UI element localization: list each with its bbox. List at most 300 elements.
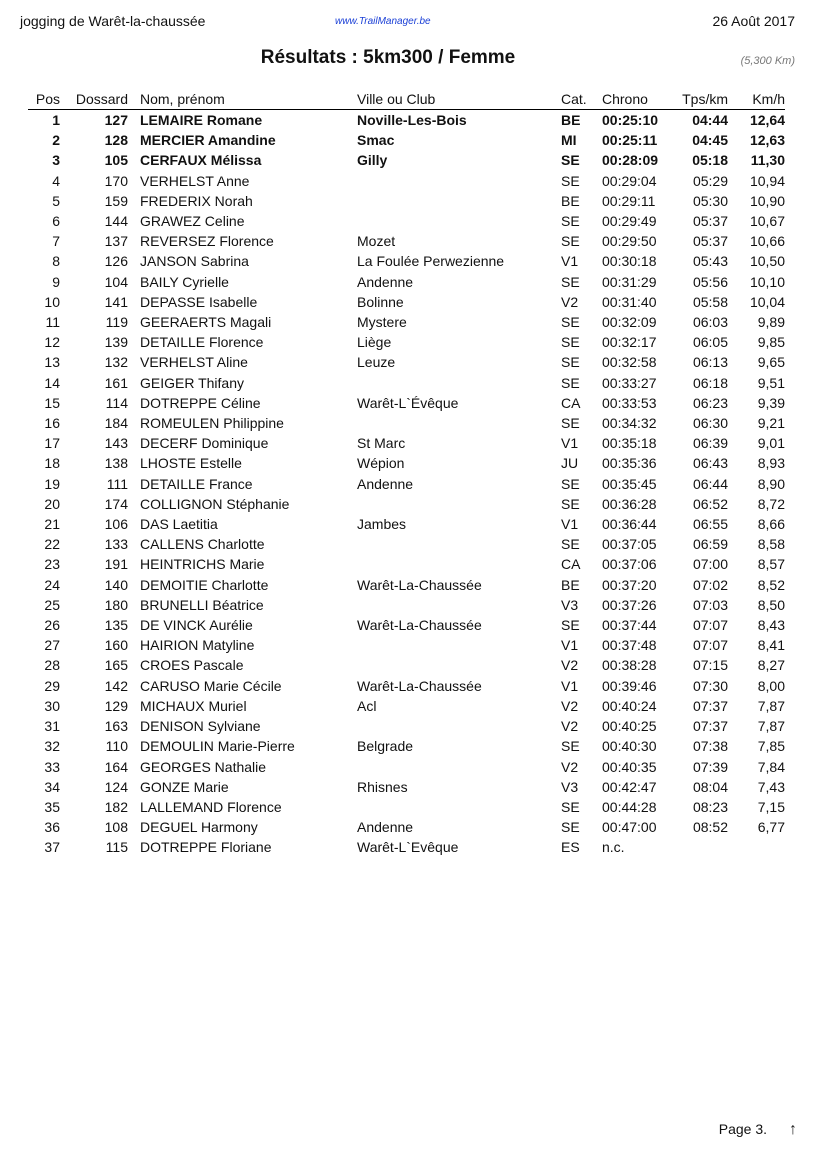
cell-pos: 26 [44,617,60,634]
cell-cat: SE [561,172,580,189]
cell-pos: 5 [52,192,60,209]
cell-bib: 161 [104,374,128,391]
table-row [28,837,785,857]
cell-chrono: 00:30:18 [602,253,657,270]
cell-bib: 108 [104,819,128,836]
cell-pos: 22 [44,536,60,553]
cell-pos: 30 [44,697,60,714]
cell-chrono: 00:40:30 [602,738,657,755]
cell-chrono: 00:33:27 [602,374,657,391]
cell-kmh: 9,65 [757,354,785,371]
cell-kmh: 8,43 [757,617,785,634]
cell-bib: 111 [106,475,128,492]
cell-chrono: n.c. [602,839,625,856]
cell-name: DOTREPPE Céline [140,394,261,411]
cell-pos: 1 [52,112,60,128]
col-header-pace: Tps/km [676,90,728,110]
cell-cat: BE [561,112,581,128]
cell-pace: 07:30 [692,677,728,694]
cell-pace: 05:43 [692,253,728,270]
cell-pace: 06:18 [692,374,728,391]
cell-club: Acl [357,697,377,714]
cell-chrono: 00:37:26 [602,596,657,613]
cell-name: DEGUEL Harmony [140,819,258,836]
cell-name: GEIGER Thifany [140,374,245,391]
cell-pace: 05:18 [692,152,728,169]
cell-pace: 05:29 [692,172,728,189]
cell-chrono: 00:32:58 [602,354,657,371]
table-row [28,130,785,150]
cell-kmh: 8,90 [757,475,785,492]
cell-kmh: 8,72 [757,495,785,512]
cell-name: DENISON Sylviane [140,718,261,735]
table-row [28,373,785,393]
cell-pace: 07:07 [692,617,728,634]
cell-pos: 24 [44,576,60,593]
cell-kmh: 10,10 [749,273,785,290]
col-header-club: Ville ou Club [357,90,561,110]
cell-name: MERCIER Amandine [140,132,276,149]
table-row [28,595,785,615]
cell-chrono: 00:25:11 [602,132,658,149]
cell-bib: 182 [104,798,128,815]
cell-name: ROMEULEN Philippine [140,415,284,432]
cell-pace: 08:23 [692,798,728,815]
cell-club: Belgrade [357,738,414,755]
cell-cat: SE [561,617,580,634]
site-link[interactable]: www.TrailManager.be [335,16,431,27]
cell-pos: 36 [44,819,60,836]
cell-club: Warêt-L`Evêque [357,839,459,856]
cell-kmh: 8,52 [757,576,785,593]
table-row [28,575,785,595]
cell-bib: 191 [104,556,128,573]
cell-bib: 159 [104,192,128,209]
table-row [28,453,785,473]
cell-bib: 140 [104,576,128,593]
cell-name: DE VINCK Aurélie [140,617,253,634]
cell-pos: 21 [44,516,60,533]
table-row [28,433,785,453]
cell-club: Warêt-La-Chaussée [357,617,482,634]
cell-kmh: 9,51 [757,374,785,391]
cell-cat: SE [561,213,580,230]
cell-chrono: 00:29:04 [602,172,657,189]
table-row [28,150,785,170]
cell-kmh: 8,27 [757,657,785,674]
col-header-kmh: Km/h [728,90,785,110]
cell-pos: 35 [44,798,60,815]
cell-name: HEINTRICHS Marie [140,556,265,573]
cell-club [357,757,561,777]
table-row [28,352,785,372]
cell-kmh [728,837,785,857]
cell-bib: 104 [104,273,128,290]
cell-chrono: 00:25:10 [602,112,659,128]
cell-kmh: 10,66 [749,233,785,250]
cell-cat: V1 [561,637,579,654]
cell-name: COLLIGNON Stéphanie [140,495,290,512]
cell-pace: 06:52 [692,495,728,512]
cell-kmh: 7,43 [757,778,785,795]
table-row [28,554,785,574]
cell-pace: 06:39 [692,435,728,452]
table-row [28,777,785,797]
cell-name: BAILY Cyrielle [140,273,229,290]
cell-bib: 137 [104,233,128,250]
cell-pos: 37 [44,839,60,856]
cell-pace: 04:45 [692,132,728,149]
cell-pos: 25 [44,596,60,613]
cell-pace: 06:13 [692,354,728,371]
cell-bib: 163 [104,718,128,735]
cell-cat: V2 [561,718,579,735]
cell-bib: 126 [104,253,128,270]
cell-chrono: 00:29:11 [602,192,656,209]
cell-cat: V3 [561,596,579,613]
cell-bib: 184 [104,415,128,432]
cell-pace: 08:52 [692,819,728,836]
cell-chrono: 00:31:40 [602,293,657,310]
cell-name: REVERSEZ Florence [140,233,274,250]
cell-club [357,635,561,655]
cell-cat: CA [561,394,581,411]
col-header-name: Nom, prénom [128,90,357,110]
cell-name: MICHAUX Muriel [140,697,247,714]
cell-pace: 05:37 [692,233,728,250]
table-row [28,534,785,554]
cell-name: DECERF Dominique [140,435,269,452]
table-row [28,615,785,635]
cell-chrono: 00:47:00 [602,819,657,836]
cell-pace: 06:44 [692,475,728,492]
cell-club: Mystere [357,314,407,331]
cell-bib: 144 [104,213,128,230]
cell-club [357,716,561,736]
cell-club: La Foulée Perwezienne [357,253,505,270]
cell-cat: SE [561,314,580,331]
cell-club: Mozet [357,233,396,250]
col-header-bib: Dossard [60,90,128,110]
cell-chrono: 00:40:35 [602,758,657,775]
cell-pace: 07:07 [692,637,728,654]
cell-cat: V1 [561,677,579,694]
cell-pace: 07:00 [692,556,728,573]
table-row [28,474,785,494]
cell-cat: SE [561,354,580,371]
cell-pos: 8 [52,253,60,270]
cell-pace [676,837,728,857]
cell-pos: 34 [44,778,60,795]
cell-kmh: 8,50 [757,596,785,613]
cell-pos: 17 [44,435,60,452]
cell-club: Noville-Les-Bois [357,112,467,128]
cell-club [357,171,561,191]
cell-pos: 9 [52,273,60,290]
cell-pace: 05:37 [692,213,728,230]
cell-chrono: 00:44:28 [602,798,657,815]
table-row [28,211,785,231]
cell-chrono: 00:32:09 [602,314,657,331]
cell-chrono: 00:32:17 [602,334,657,351]
cell-pace: 05:30 [692,192,728,209]
table-row [28,251,785,271]
cell-kmh: 7,87 [757,697,785,714]
cell-cat: V2 [561,657,579,674]
cell-pos: 18 [44,455,60,472]
cell-kmh: 8,57 [757,556,785,573]
cell-name: CALLENS Charlotte [140,536,265,553]
cell-name: GONZE Marie [140,778,229,795]
cell-bib: 105 [104,152,128,169]
table-row [28,817,785,837]
cell-cat: CA [561,556,581,573]
cell-pace: 06:23 [692,394,728,411]
cell-pace: 07:15 [692,657,728,674]
cell-bib: 115 [105,839,128,856]
cell-cat: V2 [561,293,579,310]
cell-chrono: 00:35:18 [602,435,657,452]
cell-name: VERHELST Anne [140,172,250,189]
table-row [28,676,785,696]
table-row [28,231,785,251]
cell-kmh: 7,15 [757,798,785,815]
cell-name: CERFAUX Mélissa [140,152,262,169]
cell-club [357,797,561,817]
cell-kmh: 9,89 [757,314,785,331]
cell-bib: 106 [104,516,128,533]
cell-club [357,534,561,554]
cell-bib: 124 [104,778,128,795]
cell-pos: 11 [45,314,60,331]
up-arrow-icon[interactable]: ↑ [789,1121,797,1138]
cell-chrono: 00:35:45 [602,475,657,492]
cell-club: Warêt-La-Chaussée [357,677,482,694]
results-body [28,110,785,858]
cell-club [357,413,561,433]
cell-club: Andenne [357,819,414,836]
table-row [28,797,785,817]
cell-pos: 27 [44,637,60,654]
table-row [28,191,785,211]
table-row [28,332,785,352]
cell-pos: 23 [44,556,60,573]
cell-name: DEPASSE Isabelle [140,293,258,310]
cell-bib: 135 [104,617,128,634]
cell-bib: 127 [104,112,128,128]
cell-kmh: 10,50 [749,253,785,270]
cell-name: BRUNELLI Béatrice [140,596,264,613]
cell-bib: 138 [104,455,128,472]
cell-club: Wépion [357,455,405,472]
cell-pos: 33 [44,758,60,775]
cell-kmh: 9,01 [757,435,785,452]
cell-pace: 07:38 [692,738,728,755]
cell-chrono: 00:34:32 [602,415,657,432]
cell-kmh: 10,90 [749,192,785,209]
cell-club: Andenne [357,475,414,492]
cell-pos: 13 [44,354,60,371]
cell-pos: 32 [44,738,60,755]
cell-cat: SE [561,374,580,391]
cell-club: Andenne [357,273,414,290]
cell-bib: 119 [105,314,128,331]
table-row [28,292,785,312]
col-header-pos: Pos [28,90,60,110]
cell-club [357,554,561,574]
page-number: Page 3. [718,1121,767,1137]
event-name: jogging de Warêt-la-chaussée [20,13,206,29]
table-row [28,696,785,716]
cell-cat: SE [561,334,580,351]
cell-name: LEMAIRE Romane [140,112,263,128]
cell-pos: 7 [52,233,60,250]
cell-kmh: 8,93 [757,455,785,472]
cell-pos: 4 [52,172,60,189]
cell-cat: MI [561,132,577,149]
cell-chrono: 00:31:29 [602,273,657,290]
cell-kmh: 10,04 [749,293,785,310]
cell-name: GEORGES Nathalie [140,758,267,775]
cell-pace: 05:58 [692,293,728,310]
cell-kmh: 11,30 [750,152,785,169]
table-header-row [28,90,785,110]
cell-pace: 07:03 [692,596,728,613]
cell-bib: 110 [105,738,128,755]
table-row [28,716,785,736]
cell-bib: 143 [104,435,128,452]
cell-pos: 12 [44,334,60,351]
cell-chrono: 00:37:05 [602,536,657,553]
cell-club: Smac [357,132,395,149]
cell-club [357,494,561,514]
cell-kmh: 7,84 [757,758,785,775]
cell-kmh: 9,21 [757,415,785,432]
cell-name: CARUSO Marie Cécile [140,677,282,694]
cell-cat: V2 [561,697,579,714]
cell-name: DETAILLE France [140,475,253,492]
cell-cat: BE [561,576,580,593]
cell-kmh: 10,67 [749,213,785,230]
cell-pos: 3 [52,152,60,169]
cell-chrono: 00:37:44 [602,617,657,634]
table-row [28,514,785,534]
cell-club: Leuze [357,354,396,371]
cell-cat: SE [561,798,580,815]
cell-name: GRAWEZ Celine [140,213,245,230]
cell-chrono: 00:35:36 [602,455,657,472]
cell-name: DEMOITIE Charlotte [140,576,269,593]
table-row [28,312,785,332]
cell-bib: 180 [104,596,128,613]
cell-bib: 164 [104,758,128,775]
cell-club: Jambes [357,516,407,533]
cell-cat: SE [561,536,580,553]
cell-chrono: 00:42:47 [602,778,657,795]
cell-club: St Marc [357,435,406,452]
col-header-chrono: Chrono [602,90,676,110]
cell-pace: 04:44 [692,112,728,128]
cell-club: Bolinne [357,293,404,310]
table-row [28,393,785,413]
cell-club: Gilly [357,152,388,169]
cell-cat: SE [561,495,580,512]
cell-chrono: 00:38:28 [602,657,657,674]
cell-cat: ES [561,839,580,856]
cell-pace: 06:43 [692,455,728,472]
cell-pos: 14 [44,374,60,391]
cell-bib: 129 [104,697,128,714]
cell-pos: 15 [44,394,60,411]
cell-pace: 07:02 [692,576,728,593]
results-table [28,90,785,858]
cell-pace: 06:55 [692,516,728,533]
cell-name: FREDERIX Norah [140,192,253,209]
cell-name: JANSON Sabrina [140,253,249,270]
cell-club [357,595,561,615]
cell-pace: 07:37 [692,697,728,714]
cell-kmh: 8,66 [757,516,785,533]
cell-name: HAIRION Matyline [140,637,255,654]
cell-chrono: 00:37:20 [602,576,657,593]
cell-pace: 08:04 [692,778,728,795]
table-row [28,171,785,191]
cell-name: DOTREPPE Floriane [140,839,272,856]
cell-pos: 19 [44,475,60,492]
cell-kmh: 7,87 [757,718,785,735]
cell-bib: 170 [104,172,128,189]
table-row [28,494,785,514]
cell-bib: 114 [105,394,128,411]
table-row [28,272,785,292]
cell-cat: SE [561,233,580,250]
cell-cat: SE [561,415,580,432]
cell-pos: 10 [44,293,60,310]
cell-name: DAS Laetitia [140,516,218,533]
cell-name: LALLEMAND Florence [140,798,282,815]
cell-pace: 06:03 [692,314,728,331]
cell-cat: SE [561,738,580,755]
cell-name: CROES Pascale [140,657,244,674]
cell-club [357,211,561,231]
cell-cat: JU [561,455,579,472]
cell-chrono: 00:36:44 [602,516,657,533]
cell-chrono: 00:40:25 [602,718,657,735]
cell-pos: 31 [44,718,60,735]
document-date: 26 Août 2017 [712,13,795,29]
cell-cat: SE [561,273,580,290]
cell-cat: SE [561,475,580,492]
cell-chrono: 00:29:50 [602,233,657,250]
cell-kmh: 8,00 [757,677,785,694]
cell-cat: V1 [561,435,579,452]
cell-chrono: 00:37:06 [602,556,657,573]
cell-club [357,655,561,675]
cell-pace: 06:05 [692,334,728,351]
cell-pos: 16 [44,415,60,432]
cell-name: VERHELST Aline [140,354,248,371]
cell-bib: 132 [104,354,128,371]
cell-pos: 29 [44,677,60,694]
cell-pace: 07:39 [692,758,728,775]
cell-chrono: 00:37:48 [602,637,657,654]
distance-note: (5,300 Km) [740,55,795,67]
cell-bib: 128 [104,132,128,149]
cell-pace: 06:59 [692,536,728,553]
cell-club: Liège [357,334,392,351]
cell-chrono: 00:28:09 [602,152,659,169]
cell-kmh: 9,39 [757,394,785,411]
